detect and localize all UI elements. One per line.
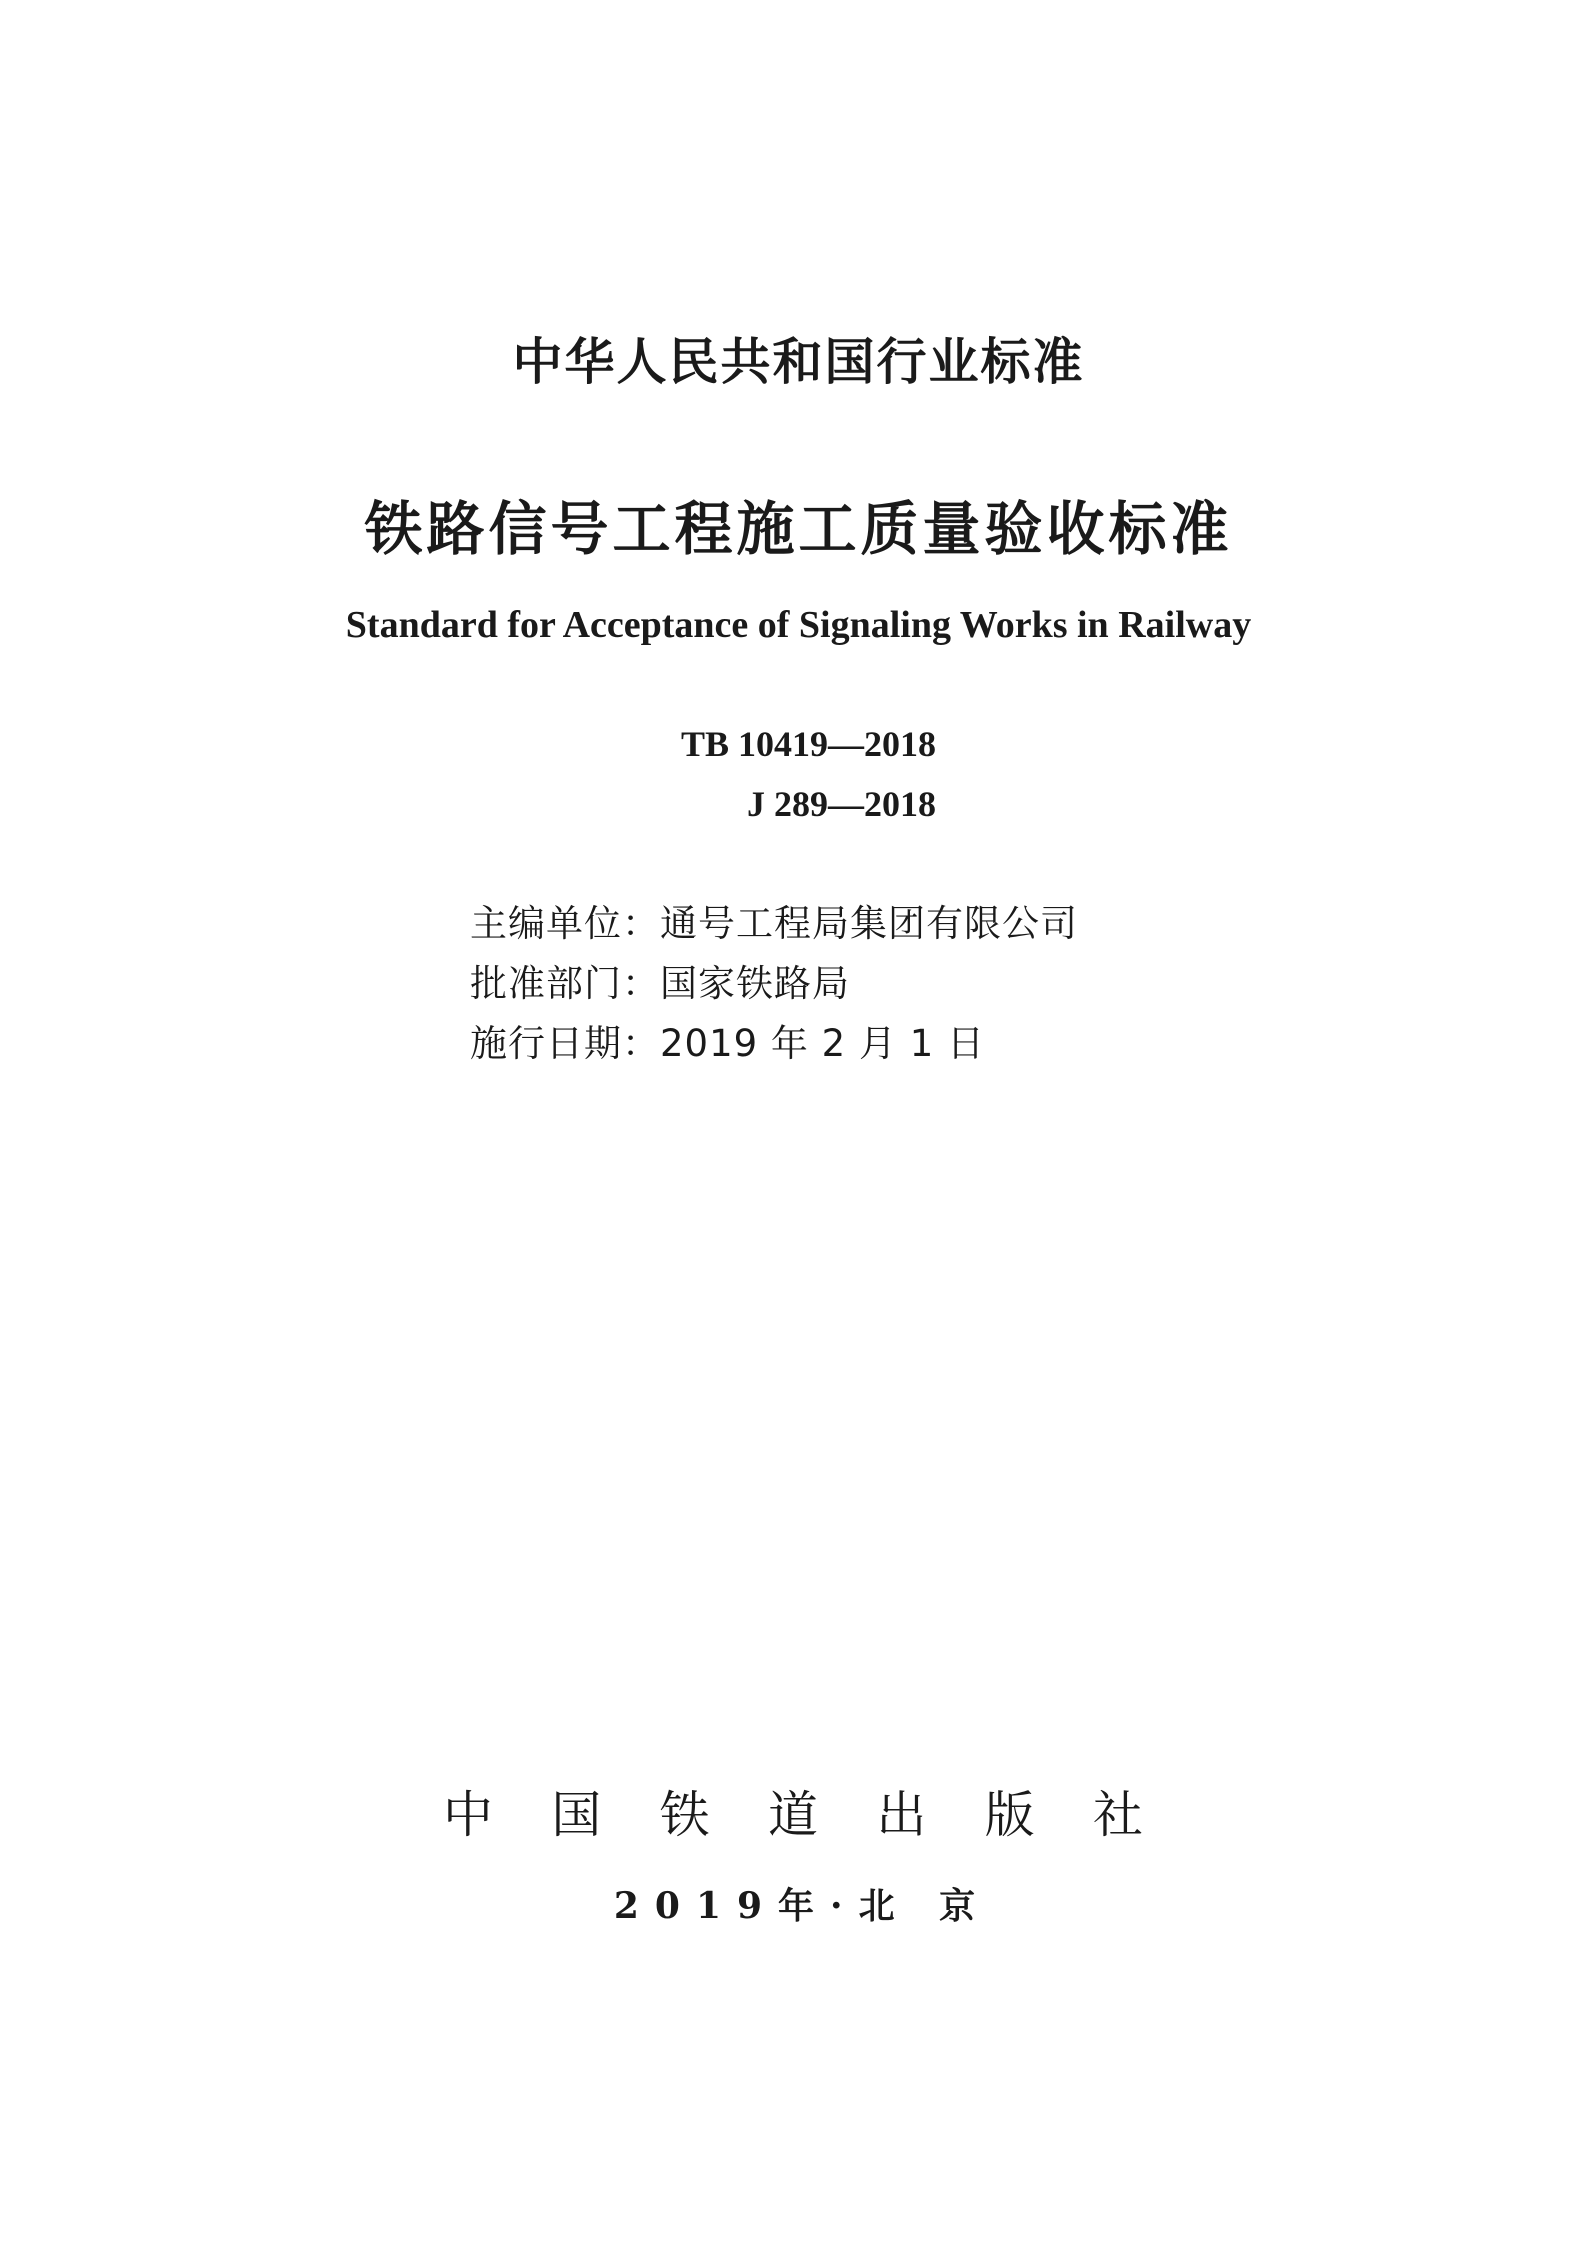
standard-code-tb: TB 10419—2018 — [680, 724, 936, 764]
standard-code-j: J 289—2018 — [747, 784, 936, 824]
publisher-char: 出 — [876, 1786, 927, 1844]
approver-row — [470, 962, 850, 1005]
publisher-char: 铁 — [659, 1786, 710, 1844]
effective-date-value: 2019 年 2 月 1 日 — [660, 1022, 986, 1065]
approver-value: 国家铁路局 — [660, 962, 850, 1005]
title-chinese: 铁路信号工程施工质量验收标准 — [364, 495, 1233, 563]
publisher-char: 道 — [767, 1786, 818, 1844]
publisher-char: 国 — [551, 1786, 602, 1844]
industry-standard-heading: 中华人民共和国行业标准 — [512, 333, 1085, 391]
publisher-char: 社 — [1092, 1786, 1143, 1844]
title-english: Standard for Acceptance of Signaling Works in Railway — [345, 604, 1252, 646]
chief-editor-label: 主编单位： — [470, 902, 660, 945]
effective-date-row — [470, 1022, 986, 1065]
publisher-char: 中 — [443, 1786, 493, 1844]
approver-label: 批准部门： — [470, 962, 660, 1005]
chief-editor-row — [470, 902, 1078, 945]
publication-date-place: 2019年·北 京 — [613, 1885, 992, 1927]
publisher-name — [443, 1775, 1143, 1847]
chief-editor-value: 通号工程局集团有限公司 — [660, 902, 1078, 945]
effective-date-label: 施行日期： — [470, 1022, 660, 1065]
publisher-char: 版 — [984, 1786, 1035, 1844]
